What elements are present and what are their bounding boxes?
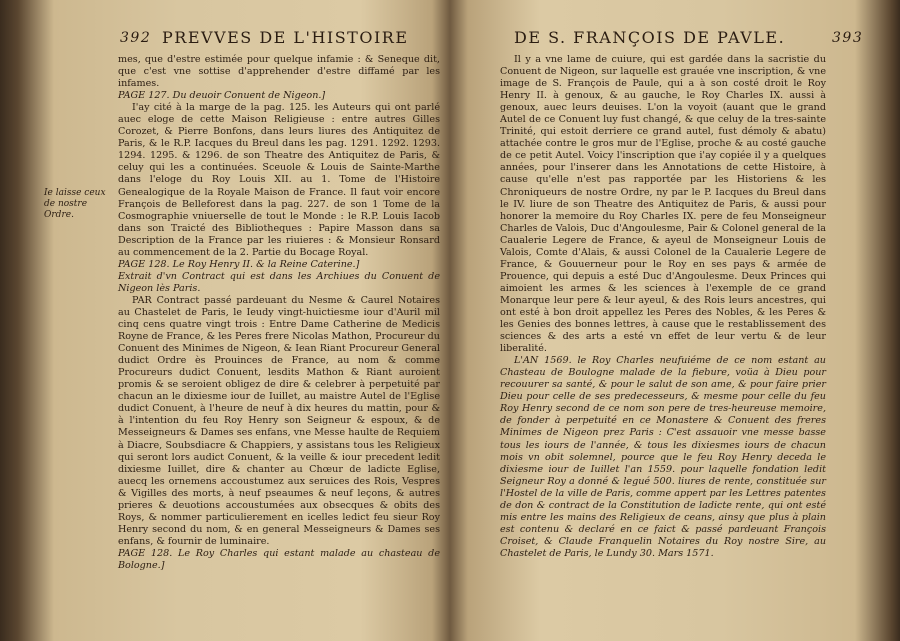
paragraph: I'ay cité à la marge de la pag. 125. les Auteurs qui ont parlé auec eloge de cette Maison Religieuse : entre autres Gilles Corozet, & Pierre Bonfons, dans leurs liures des Antiquitez de Paris, & le R.P. Iacques du Breul dans les pag. 1291. 1292. 1293. 1294. 1295. & 1296. de son Theatre des Antiquitez de Paris, & celuy qui les a continuées. Sceuole & Louis de Sainte-Marthe dans l'eloge du Roy Louis XII. au 1. Tome de l'Histoire Genealogique de la Royale Maison de France. Il faut voir encore François de Belleforest dans la pag. 227. de son 1 Tome de la Cosmographie vniuerselle de tout le Monde : le R.P. Louis Iacob dans son Traicté des Bibliotheques : Papire Masson dans sa Description de la France par les riuieres : & Monsieur Ronsard au commencement de la 2. Partie du Bocage Royal. <box>118 102 440 258</box>
section-heading: PAGE 127. Du deuoir Conuent de Nigeon.] <box>118 90 326 102</box>
section-heading: PAGE 128. Le Roy Charles qui estant malade au chasteau de Bologne.] <box>118 547 440 571</box>
paragraph: Il y a vne lame de cuiure, qui est gardée dans la sacristie du Conuent de Nigeon, sur laquelle est grauée vne inscription, & vne image de S. François de Paule, qui a à son costé droit le Roy Henry II. à genoux, & au gauche, le Roy Charles IX. aussi à genoux, auec leurs deuises. L'on la voyoit (auant que le grand Autel de ce Conuent luy fust changé, & que celuy de la tres-sainte Trinité, qui estoit derriere ce grand autel, fust démoly & abatu) attachée contre le gros mur de l'Eglise, proche & au costé gauche de ce petit Autel. Voicy l'inscription que i'ay copiée il y a quelques années, pour l'inserer dans les Annotations de cette Histoire, à cause qu'elle n'est pas rapportée par les Historiens & les Chroniqueurs de nostre Ordre, ny par le P. Iacques du Breul dans le IV. liure de son Theatre des Antiquitez de Paris, & aussi pour honorer la memoire du Roy Charles IX. pere de feu Monseigneur Charles de Valois, Duc d'Angoulesme, Pair & Colonel general de la Caualerie Legere de France, & ayeul de Monseigneur Louis de Valois, Comte d'Alais, & aussi Colonel de la Caualerie Legere de France, & Gouuerneur pour le Roy en ses pays & armée de Prouence, qui depuis a esté Duc d'Angoulesme. Deux Princes qui aimoient les armes & les sciences à l'exemple de ce grand Monarque leur pere & leur ayeul, & des Rois leurs ancestres, qui ont esté à bon droit appellez les Peres des Nobles, & les Peres & les Genies des bonnes lettres, à cause que le restablissement des sciences & des arts a esté vn effet de leur vertu & de leur liberalité. <box>500 54 826 355</box>
paragraph: PAR Contract passé pardeuant du Nesme & Caurel Notaires au Chastelet de Paris, le Ieudy vingt-huictiesme iour d'Auril mil cinq cens quatre vingt trois : Entre Dame Catherine de Medicis Royne de France, & les Peres frere Nicolas Mathon, Procureur du Conuent des Minimes de Nigeon, & Iean Riant Procureur General dudict Ordre ès Prouinces de France, au nom & comme Procureurs dudict Conuent, lesdits Mathon & Riant auroient promis & se seroient obligez de dire & celebrer à perpetuité par chacun an le dixiesme iour de Iuillet, au maistre Autel de l'Eglise dudict Conuent, à l'heure de neuf à dix heures du mattin, pour & à l'intention du feu Roy Henry son Seigneur & espoux, & de Messeigneurs & Dames ses enfans, vne Messe haulte de Requiem à Diacre, Soubsdiacre & Chappiers, y assistans tous les Religieux qui seront lors audict Conuent, & la veille & iour precedent ledit dixiesme Iuillet, dire & chanter au Chœur de ladicte Eglise, auecq les ornemens accoustumez aux seruices des Rois, Vespres & Vigilles des morts, à neuf pseaumes & neuf leçons, & autres prieres & deuotions accoustumées aux obsecques & obits des Roys, & nommer particulierement en icelles ledict feu sieur Roy Henry second du nom, & en general Messeigneurs & Dames ses enfans, & fournir de luminaire. <box>118 294 440 547</box>
left-page-header <box>40 28 440 52</box>
right-page-body <box>500 54 826 560</box>
paragraph: L'AN 1569. le Roy Charles neufuiéme de ce nom estant au Chasteau de Boulogne malade de la fiebure, voüa à Dieu pour recouurer sa santé, & pour le salut de son ame, & pour faire prier Dieu pour celle de ses predecesseurs, & mesme pour celle du feu Roy Henry second de ce nom son pere de tres-heureuse memoire, de fonder à perpetuité en ce Monastere & Conuent des freres Minimes de Nigeon prez Paris : C'est assauoir vne messe basse tous les iours de l'année, & tous les dixiesmes iours de chacun mois vn obit solemnel, pource que le feu Roy Henry deceda le dixiesme iour de Iuillet l'an 1559. pour laquelle fondation ledit Seigneur Roy a donné & legué 500. liures de rente, constituée sur l'Hostel de la ville de Paris, comme appert par les Lettres patentes de don & contract de la Constitution de ladicte rente, qui ont esté mis entre les mains des Religieux de ceans, ainsy que plus à plain est contenu & declaré en ce faict & passé pardeuant François Croiset, & Claude Franquelin Notaires du Roy nostre Sire, au Chastelet de Paris, le Lundy 30. Mars 1571. <box>500 355 826 559</box>
left-running-title: PREVVES DE L'HISTOIRE <box>162 28 409 47</box>
right-page-header <box>470 28 880 52</box>
extract-heading: Extrait d'vn Contract qui est dans les Archiues du Conuent de Nigeon lès Paris. <box>118 270 440 294</box>
left-page <box>40 28 440 571</box>
paragraph: mes, que d'estre estimée pour quelque infamie : & Seneque dit, que c'est vne sottise d'apprehender d'estre diffamé par les infames. <box>118 54 440 90</box>
right-running-title: DE S. FRANÇOIS DE PAVLE. <box>514 28 786 47</box>
section-heading: PAGE 128. Le Roy Henry II. & la Reine Caterine.] <box>118 258 360 270</box>
right-page-number: 393 <box>832 30 864 46</box>
right-page <box>470 28 880 559</box>
margin-note: Ie laisse ceux de nostre Ordre. <box>44 188 106 220</box>
left-page-number: 392 <box>120 30 152 46</box>
left-page-body <box>118 54 440 572</box>
